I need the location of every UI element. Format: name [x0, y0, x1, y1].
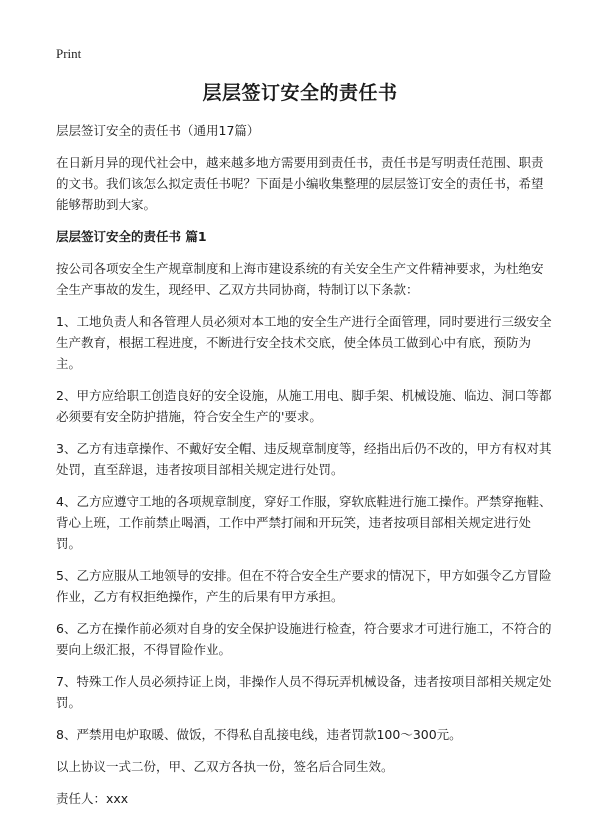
document-subtitle: 层层签订安全的责任书（通用17篇）	[56, 123, 260, 138]
intro-paragraph: 在日新月异的现代社会中，越来越多地方需要用到责任书，责任书是写明责任范围、职责的文书。我们该怎么拟定责任书呢？下面是小编收集整理的层层签订安全的责任书，希望能够帮助到大家。	[56, 155, 544, 212]
document-title: 层层签订安全的责任书	[202, 82, 398, 104]
clause-4: 4、乙方应遵守工地的各项规章制度，穿好工作服，穿软底鞋进行施工操作。严禁穿拖鞋、背心上班，工作前禁止喝酒，工作中严禁打闹和开玩笑，违者按项目部相关规定进行处罚。	[56, 494, 552, 551]
closing-paragraph: 以上协议一式二份，甲、乙双方各执一份，签名后合同生效。	[56, 759, 394, 774]
clause-8: 8、严禁用电炉取暖、做饭，不得私自乱接电线，违者罚款100～300元。	[56, 727, 462, 742]
clause-3: 3、乙方有违章操作、不戴好安全帽、违反规章制度等，经指出后仍不改的，甲方有权对其处罚，直至辞退，违者按项目部相关规定进行处罚。	[56, 441, 552, 477]
clause-1: 1、工地负责人和各管理人员必须对本工地的安全生产进行全面管理，同时要进行三级安全生产教育，根据工程进度，不断进行安全技术交底，使全体员工做到心中有底，预防为主。	[56, 314, 552, 371]
signature-line: 责任人：xxx	[56, 791, 129, 806]
clause-5: 5、乙方应服从工地领导的安排。但在不符合安全生产要求的情况下，甲方如强令乙方冒险作业，乙方有权拒绝操作，产生的后果有甲方承担。	[56, 568, 552, 604]
section-heading: 层层签订安全的责任书 篇1	[56, 229, 207, 244]
clause-2: 2、甲方应给职工创造良好的安全设施，从施工用电、脚手架、机械设施、临边、洞口等都必须要有安全防护措施，符合安全生产的'要求。	[56, 388, 552, 424]
clause-6: 6、乙方在操作前必须对自身的安全保护设施进行检查，符合要求才可进行施工，不符合的要向上级汇报，不得冒险作业。	[56, 621, 552, 657]
document-body	[56, 120, 552, 820]
print-link[interactable]: Print	[56, 46, 82, 61]
clause-7: 7、特殊工作人员必须持证上岗，非操作人员不得玩弄机械设备，违者按项目部相关规定处罚。	[56, 674, 552, 710]
preamble-paragraph: 按公司各项安全生产规章制度和上海市建设系统的有关安全生产文件精神要求，为杜绝安全生产事故的发生，现经甲、乙双方共同协商，特制订以下条款：	[56, 261, 544, 297]
